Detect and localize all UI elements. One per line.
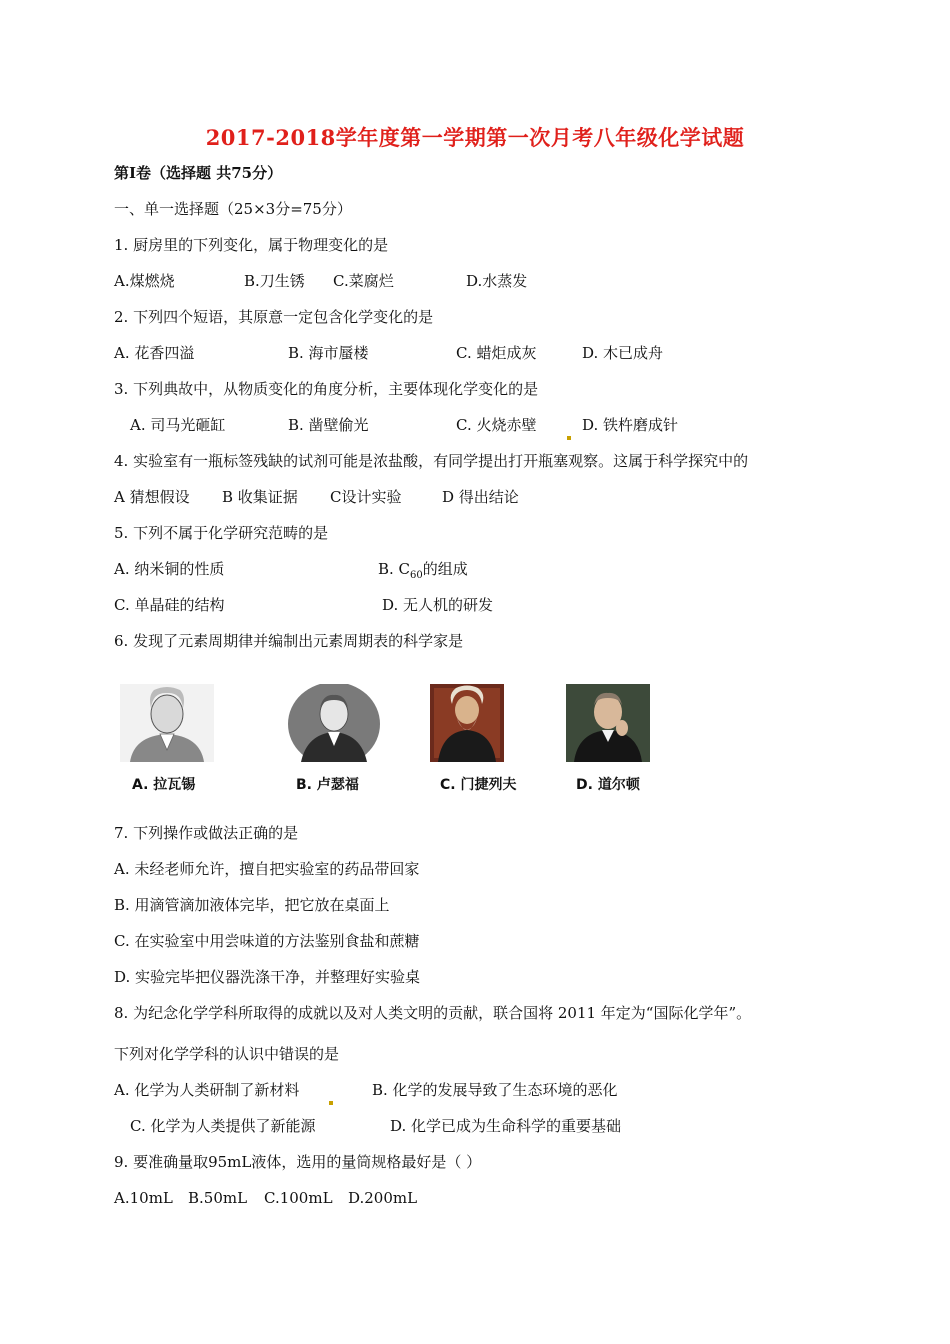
option-a: A. 纳米铜的性质: [114, 560, 225, 578]
option-c: C. 化学为人类提供了新能源: [130, 1117, 316, 1135]
option-c: C.100mL: [264, 1189, 333, 1207]
caption-b: B. 卢瑟福: [296, 777, 359, 793]
part-heading: 一、单一选择题（25×3分=75分）: [114, 200, 352, 218]
option-b: B.50mL: [188, 1189, 248, 1207]
option-d: D. 化学已成为生命科学的重要基础: [390, 1117, 622, 1135]
caption-a: A. 拉瓦锡: [132, 777, 196, 793]
option-d: D. 铁杵磨成针: [582, 416, 679, 434]
option-a: A. 花香四溢: [114, 344, 195, 362]
option-a: A.10mL: [114, 1189, 173, 1207]
question-4-stem: 4. 实验室有一瓶标签残缺的试剂可能是浓盐酸，有同学提出打开瓶塞观察。这属于科学探究中的: [114, 452, 749, 470]
question-7-option-c: C. 在实验室中用尝味道的方法鉴别食盐和蔗糖: [114, 932, 420, 950]
option-b: B. 化学的发展导致了生态环境的恶化: [372, 1081, 618, 1099]
question-2-stem: 2. 下列四个短语，其原意一定包含化学变化的是: [114, 308, 434, 326]
rutherford-portrait-icon: [287, 684, 381, 762]
option-c: C. 火烧赤壁: [456, 416, 537, 434]
scan-mark: [328, 1089, 334, 1111]
question-7-option-b: B. 用滴管滴加液体完毕，把它放在桌面上: [114, 896, 390, 914]
option-b: B. $C_{60}$的组成: [378, 560, 468, 581]
option-d: D. 木已成舟: [582, 344, 664, 362]
question-9-stem: 9. 要准确量取95mL液体，选用的量筒规格最好是（ ）: [114, 1153, 482, 1171]
question-5-stem: 5. 下列不属于化学研究范畴的是: [114, 524, 329, 542]
question-3-stem: 3. 下列典故中，从物质变化的角度分析，主要体现化学变化的是: [114, 380, 539, 398]
question-6-stem: 6. 发现了元素周期律并编制出元素周期表的科学家是: [114, 632, 464, 650]
section-heading: 第Ⅰ卷（选择题 共75分）: [114, 164, 283, 182]
exam-title: 2017-2018学年度第一学期第一次月考八年级化学试题: [205, 125, 745, 150]
dalton-portrait-icon: [566, 684, 650, 762]
question-7-stem: 7. 下列操作或做法正确的是: [114, 824, 299, 842]
question-7-option-a: A. 未经老师允许，擅自把实验室的药品带回家: [114, 860, 420, 878]
scan-mark: [566, 424, 572, 446]
option-b: B 收集证据: [222, 488, 298, 506]
option-d: D.200mL: [348, 1189, 418, 1207]
caption-c: C. 门捷列夫: [440, 777, 517, 793]
option-a: A.煤燃烧: [114, 272, 175, 290]
option-a: A. 化学为人类研制了新材料: [114, 1081, 300, 1099]
lavoisier-portrait-icon: [120, 684, 214, 762]
option-d: D 得出结论: [442, 488, 519, 506]
mendeleev-portrait-icon: [430, 684, 504, 762]
question-8-stem: 8. 为纪念化学学科所取得的成就以及对人类文明的贡献，联合国将 2011 年定为“国际化学年”。: [114, 1004, 752, 1022]
question-7-option-d: D. 实验完毕把仪器洗涤干净，并整理好实验桌: [114, 968, 421, 986]
option-b: B. 凿壁偷光: [288, 416, 369, 434]
option-a: A 猜想假设: [114, 488, 190, 506]
option-c: C设计实验: [330, 488, 402, 506]
question-8-stem-continued: 下列对化学学科的认识中错误的是: [114, 1045, 340, 1063]
option-d: D. 无人机的研发: [382, 596, 494, 614]
option-d: D.水蒸发: [466, 272, 528, 290]
option-a: A. 司马光砸缸: [130, 416, 226, 434]
option-c: C.菜腐烂: [333, 272, 394, 290]
option-b: B.刀生锈: [244, 272, 305, 290]
option-c: C. 单晶硅的结构: [114, 596, 225, 614]
question-1-stem: 1. 厨房里的下列变化，属于物理变化的是: [114, 236, 389, 254]
option-b: B. 海市蜃楼: [288, 344, 369, 362]
caption-d: D. 道尔顿: [576, 777, 640, 793]
option-c: C. 蜡炬成灰: [456, 344, 537, 362]
